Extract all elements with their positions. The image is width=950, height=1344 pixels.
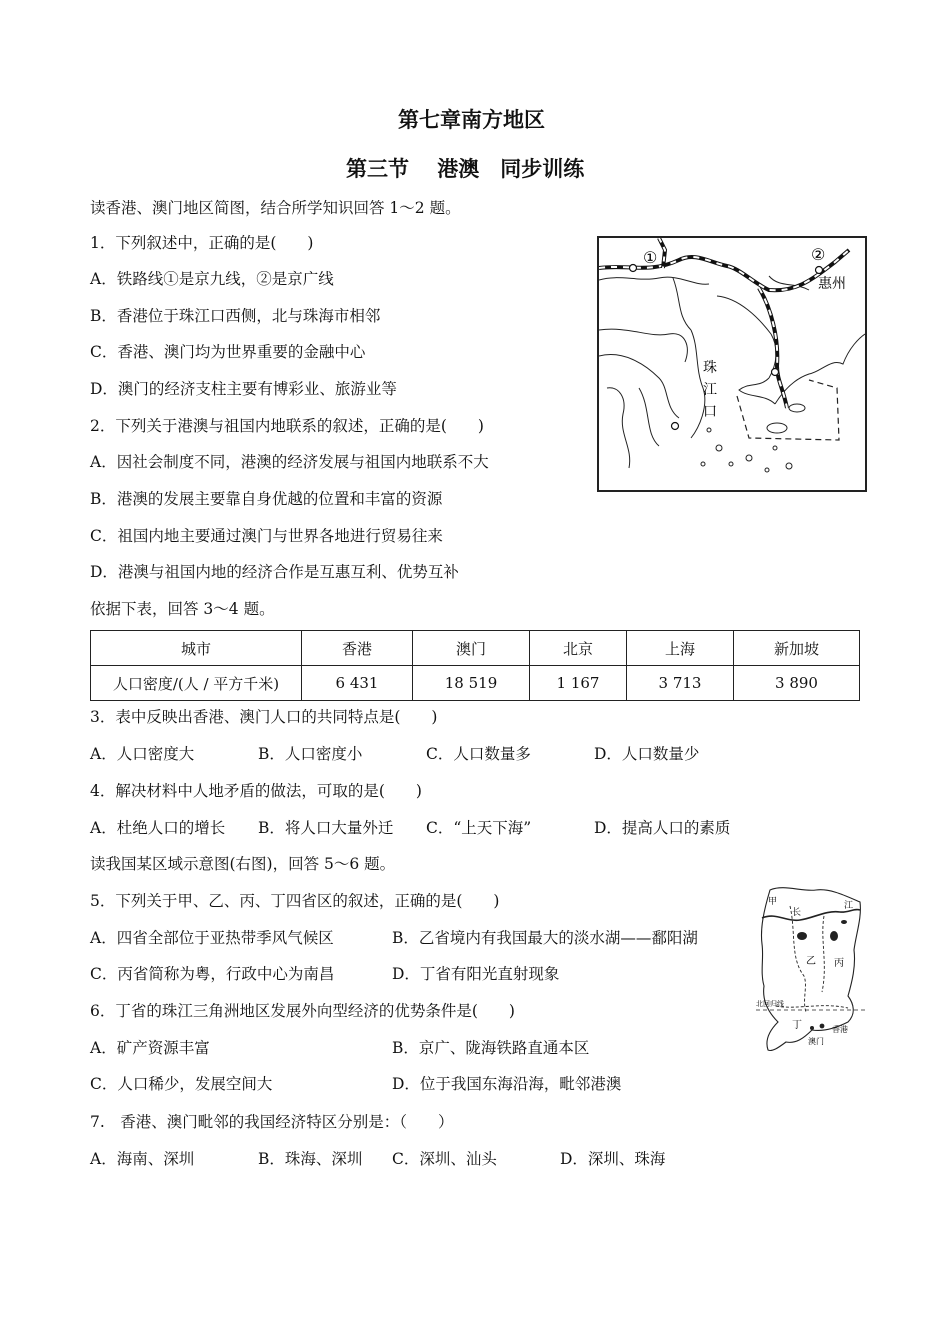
question-7-option-c: C．深圳、汕头: [392, 1150, 497, 1168]
question-5-option-a: A．四省全部位于亚热带季风气候区: [90, 929, 334, 947]
huizhou-label: 惠州: [818, 276, 846, 292]
hk-macau-map-drawing: [599, 238, 865, 490]
question-3-options: [0, 744, 950, 764]
tropic-of-cancer-label: 北回归线: [756, 1000, 784, 1008]
table-header-cell: 城市: [91, 631, 302, 666]
question-2-option-b: B．港澳的发展主要靠自身优越的位置和丰富的资源: [90, 490, 443, 508]
hk-macau-map: [597, 236, 867, 492]
table-header-cell: 新加坡: [734, 631, 860, 666]
question-6-option-a: A．矿产资源丰富: [90, 1039, 210, 1057]
question-7-option-b: B．珠海、深圳: [258, 1150, 363, 1168]
table-cell: 3 713: [627, 666, 734, 701]
question-3-option-c: C．人口数量多: [426, 745, 531, 763]
question-5-option-d: D．丁省有阳光直射现象: [392, 965, 560, 983]
question-6-option-b: B．京广、陇海铁路直通本区: [392, 1039, 590, 1057]
question-1-option-d: D．澳门的经济支柱主要有博彩业、旅游业等: [90, 380, 397, 398]
question-4-option-b: B．将人口大量外迁: [258, 819, 394, 837]
province-jia-label: 甲: [768, 897, 778, 907]
question-1-option-c: C．香港、澳门均为世界重要的金融中心: [90, 343, 366, 361]
question-7-options: [0, 1149, 950, 1169]
table-cell: 18 519: [413, 666, 530, 701]
province-ding-label: 丁: [792, 1020, 802, 1031]
population-density-table: [90, 630, 860, 701]
table-cell: 3 890: [734, 666, 860, 701]
yangtze-label-2: 江: [844, 901, 854, 911]
table-header-row: [91, 631, 860, 666]
question-4-options: [0, 818, 950, 838]
hong-kong-label: 香港: [832, 1025, 848, 1034]
question-7-stem: 7. 香港、澳门毗邻的我国经济特区分别是：（ ）: [90, 1113, 454, 1131]
question-4-stem: 4．解决材料中人地矛盾的做法，可取的是( ): [90, 782, 422, 800]
question-5-option-c: C．丙省简称为粤，行政中心为南昌: [90, 965, 335, 983]
chapter-title: 第七章南方地区: [398, 108, 545, 132]
railway-1-label: ①: [643, 248, 658, 267]
question-7-option-a: A．海南、深圳: [90, 1150, 195, 1168]
question-5-options-row1: [0, 928, 740, 948]
question-4-option-a: A．杜绝人口的增长: [90, 819, 226, 837]
section-title: 第三节 港澳 同步训练: [346, 157, 585, 181]
table-cell: 1 167: [530, 666, 627, 701]
province-bing-label: 丙: [834, 958, 844, 969]
table-row: [91, 666, 860, 701]
intro-q5-6: 读我国某区域示意图(右图)，回答 5～6 题。: [90, 855, 396, 873]
province-region-map: [756, 882, 866, 1057]
question-6-options-row2: [0, 1074, 740, 1094]
question-6-option-c: C．人口稀少，发展空间大: [90, 1075, 273, 1093]
question-5-stem: 5．下列关于甲、乙、丙、丁四省区的叙述，正确的是( ): [90, 892, 500, 910]
yangtze-label-1: 长: [792, 908, 802, 918]
question-1-option-a: A．铁路线①是京九线，②是京广线: [90, 270, 334, 288]
pearl-river-label-1: 珠: [703, 360, 717, 376]
question-6-stem: 6．丁省的珠江三角洲地区发展外向型经济的优势条件是( ): [90, 1002, 515, 1020]
question-2-stem: 2．下列关于港澳与祖国内地联系的叙述，正确的是( ): [90, 417, 484, 435]
province-yi-label: 乙: [806, 956, 816, 967]
question-3-option-a: A．人口密度大: [90, 745, 195, 763]
question-6-option-d: D．位于我国东海沿海，毗邻港澳: [392, 1075, 622, 1093]
question-3-option-d: D．人口数量少: [594, 745, 700, 763]
pearl-river-label-3: 口: [703, 404, 717, 420]
question-2-option-c: C．祖国内地主要通过澳门与世界各地进行贸易往来: [90, 527, 443, 545]
question-5-option-b: B．乙省境内有我国最大的淡水湖——鄱阳湖: [392, 929, 698, 947]
railway-2-label: ②: [811, 245, 826, 264]
province-region-map-drawing: [756, 882, 866, 1057]
table-header-cell: 香港: [302, 631, 413, 666]
question-1-option-b: B．香港位于珠江口西侧，北与珠海市相邻: [90, 307, 381, 325]
pearl-river-label-2: 江: [703, 382, 717, 398]
table-header-cell: 北京: [530, 631, 627, 666]
intro-q3-4: 依据下表，回答 3～4 题。: [90, 600, 275, 618]
question-1-stem: 1．下列叙述中，正确的是( ): [90, 234, 314, 252]
table-header-cell: 澳门: [413, 631, 530, 666]
question-6-options-row1: [0, 1038, 740, 1058]
question-7-option-d: D．深圳、珠海: [560, 1150, 666, 1168]
question-2-option-d: D．港澳与祖国内地的经济合作是互惠互利、优势互补: [90, 563, 459, 581]
question-5-options-row2: [0, 964, 740, 984]
table-header-cell: 上海: [627, 631, 734, 666]
table-cell: 人口密度/(人 / 平方千米): [91, 666, 302, 701]
intro-q1-2: 读香港、澳门地区简图，结合所学知识回答 1～2 题。: [90, 199, 461, 217]
question-2-option-a: A．因社会制度不同，港澳的经济发展与祖国内地联系不大: [90, 453, 489, 471]
question-3-option-b: B．人口密度小: [258, 745, 363, 763]
table-cell: 6 431: [302, 666, 413, 701]
question-4-option-c: C．“上天下海”: [426, 819, 532, 837]
question-3-stem: 3．表中反映出香港、澳门人口的共同特点是( ): [90, 708, 438, 726]
question-4-option-d: D．提高人口的素质: [594, 819, 731, 837]
macau-label: 澳门: [808, 1037, 824, 1046]
